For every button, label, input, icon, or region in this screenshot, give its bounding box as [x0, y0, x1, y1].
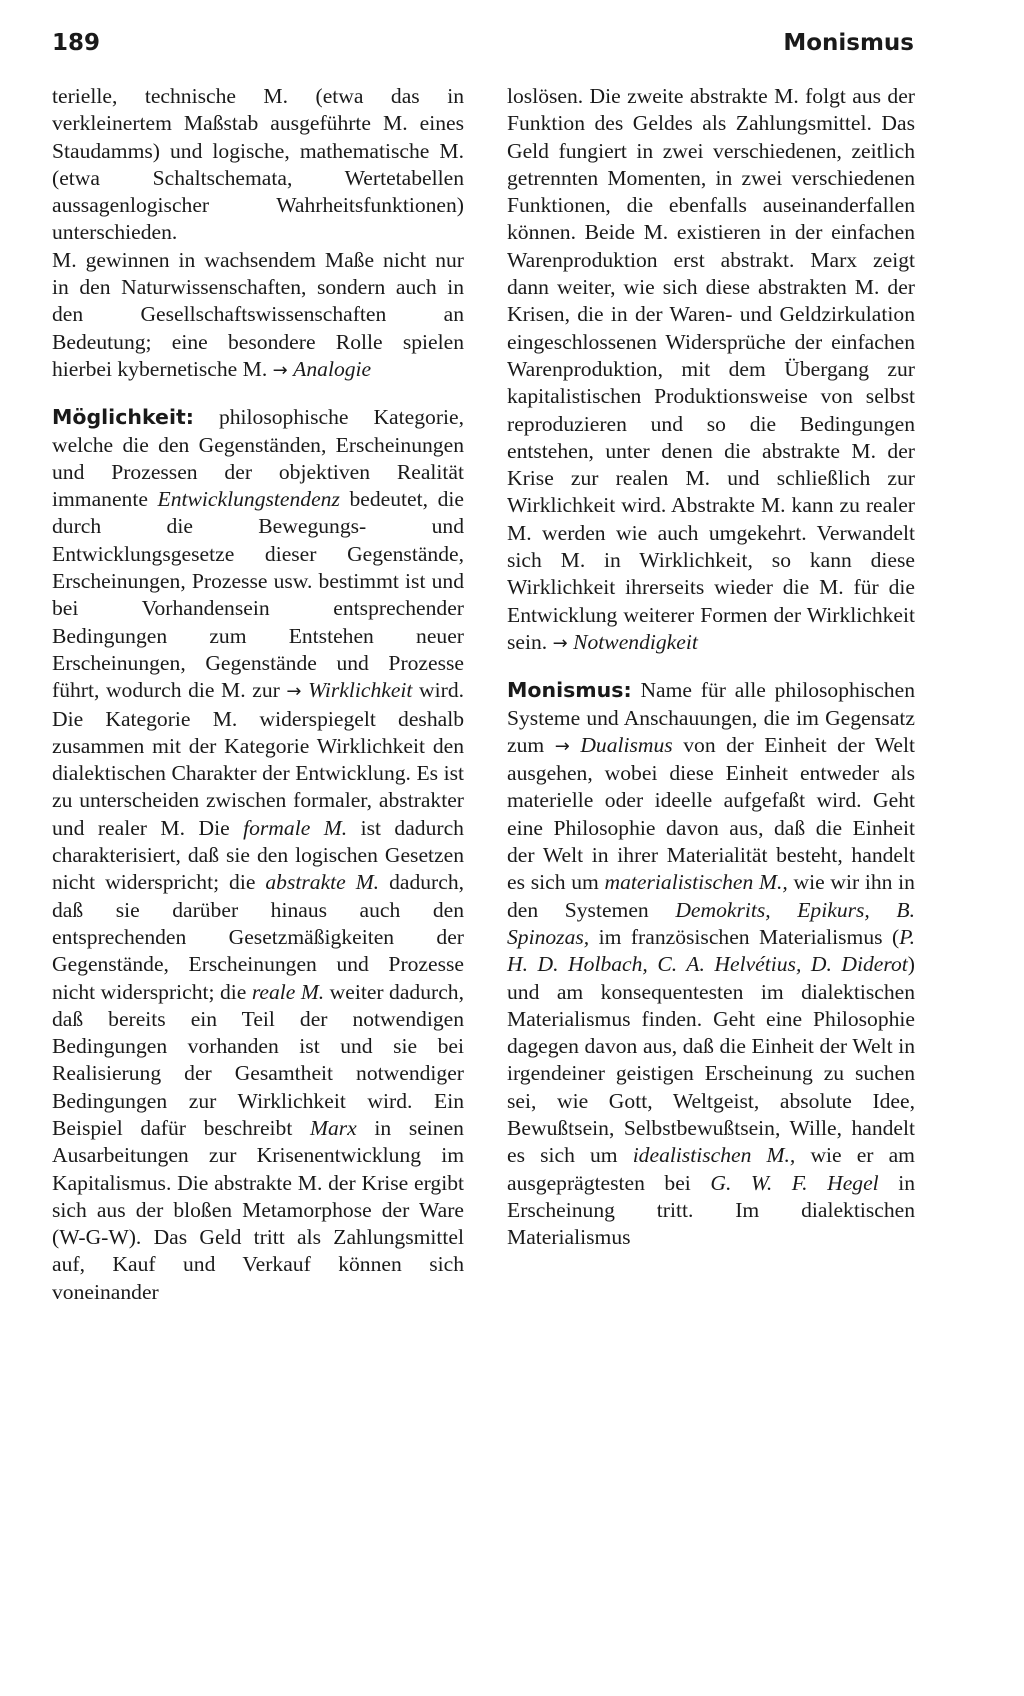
cross-reference-arrow-icon: → [286, 681, 302, 703]
italic-term: reale M. [251, 979, 325, 1004]
entry-lemma: Möglichkeit: [52, 405, 194, 430]
page-header [52, 30, 914, 64]
italic-term: materialistischen M., [604, 870, 788, 895]
cross-reference-link[interactable]: Notwendigkeit [573, 629, 698, 654]
dictionary-entry-moeglichkeit: Möglichkeit: philosophische Kategorie, welche die den Gegenständen, Erscheinungen und Prozessen der objektiven Realität immanente Entwicklungstendenz bedeutet, die durch die Bewegungs- und Entwicklungsgesetze dieser Gegenstände, Erscheinungen, Prozesse usw. bestimmt ist und bei Vorhandensein entsprechender Bedingungen zum Entstehen neuer Erscheinungen, Gegenstände und Prozesse führt, wodurch die M. zur → Wirklichkeit wird. Die Kategorie M. widerspiegelt deshalb zusammen mit der Kategorie Wirklichkeit den dialektischen Charakter der Entwicklung. Es ist zu unterscheiden zwischen formaler, abstrakter und realer M. Die formale M. ist dadurch charakterisiert, daß sie den logischen Gesetzen nicht widerspricht; die abstrakte M. dadurch, daß sie darüber hinaus auch den entsprechenden Gesetzmäßigkeiten der Gegenstände, Erscheinungen und Prozesse nicht widerspricht; die reale M. weiter dadurch, daß bereits ein Teil der notwendigen Bedingungen vorhanden ist und sie bei Realisierung der Gesamtheit notwendiger Bedingungen zur Wirklichkeit wird. Ein Beispiel dafür beschreibt Marx in seinen Ausarbeitungen zur Krisenentwicklung im Kapitalismus. Die abstrakte M. der Krise ergibt sich aus der bloßen Metamorphose der Ware (W-G-W). Das Geld tritt als Zahlungsmittel auf, Kauf und Verkauf können sich voneinander [52, 405, 465, 1304]
paragraph: M. gewinnen in wachsendem Maße nicht nur in den Naturwissenschaften, sondern auch in den Gesellschaftswissenschaften an Bedeutung; eine besondere Rolle spielen hierbei kybernetische M. → Analogie [52, 247, 464, 381]
cross-reference-link[interactable]: Wirklichkeit [308, 678, 413, 703]
paragraph: terielle, technische M. (etwa das in verkleinertem Maßstab ausgeführte M. eines Staudamms) und logische, mathematische M. (etwa Schaltschemata, Wertetabellen aussagenlogischer Wahrheitsfunktionen) unterschieden. [52, 84, 464, 245]
paragraph: loslösen. Die zweite abstrakte M. folgt aus der Funktion des Geldes als Zahlungsmittel. Das Geld fungiert in zwei verschiedenen, zeitlich getrennten Momenten, in zwei verschiedenen Funktionen, die ebenfalls auseinanderfallen können. Beide M. existieren in der einfachen Warenproduktion erst abstrakt. Marx zeigt dann weiter, wie sich diese abstrakten M. der Krisen, die in der Waren- und Geldzirkulation eingeschlossenen Widersprüche der einfachen Warenproduktion, mit dem Übergang zur kapitalistischen Produktionsweise von selbst reproduzieren und so die Bedingungen entstehen, unter denen die abstrakte M. der Krise zur realen M. und schließlich zur Wirklichkeit wird. Abstrakte M. kann zu realer M. werden wie auch umgekehrt. Verwandelt sich M. in Wirklichkeit, so kann diese Wirklichkeit ihrerseits wieder die M. für die Entwicklung weiterer Formen der Wirklichkeit sein. → Notwendigkeit [507, 84, 915, 654]
italic-term: abstrakte M. [265, 870, 380, 895]
cross-reference-link[interactable]: P. H. D. Holbach, C. A. Helvétius, D. Diderot [507, 924, 915, 977]
cross-reference-link[interactable]: Analogie [293, 356, 372, 381]
running-head: Monismus [783, 30, 914, 56]
entry-lemma: Monismus: [507, 678, 632, 703]
right-column [507, 83, 915, 1251]
cross-reference-link[interactable]: Marx [309, 1115, 357, 1140]
cross-reference-arrow-icon: → [552, 632, 568, 654]
cross-reference-link[interactable]: Demokrits, Epikurs, B. Spinozas, [507, 897, 915, 949]
cross-reference-arrow-icon: → [554, 735, 570, 757]
page-number: 189 [52, 30, 101, 56]
italic-term: formale M. [243, 815, 348, 840]
dictionary-entry-monismus: Monismus: Name für alle philosophischen Systeme und Anschauungen, die im Gegensatz zum → Dualismus von der Einheit der Welt ausgehen, wobei diese Einheit entweder als materielle oder ideelle aufgefaßt wird. Geht eine Philosophie davon aus, daß die Einheit der Welt in ihrer Materialität besteht, handelt es sich um materialistischen M., wie wir ihn in den Systemen Demokrits, Epikurs, B. Spinozas, im französischen Materialismus (P. H. D. Holbach, C. A. Helvétius, D. Diderot) und am konsequentesten im dialektischen Materialismus finden. Geht eine Philosophie dagegen davon aus, daß die Einheit der Welt in irgendeiner geistigen Erscheinung zu suchen sei, wie Gott, Weltgeist, absolute Idee, Bewußtsein, Selbstbewußtsein, Wille, handelt es sich um idealistischen M., wie er am ausgeprägtesten bei G. W. F. Hegel in Erscheinung tritt. Im dialektischen Materialismus [507, 678, 915, 1250]
left-column [52, 83, 464, 1306]
cross-reference-link[interactable]: Entwicklungstendenz [157, 487, 340, 512]
cross-reference-link[interactable]: Dualismus [580, 732, 673, 757]
italic-term: idealistischen M., [632, 1143, 796, 1168]
cross-reference-arrow-icon: → [272, 359, 288, 381]
cross-reference-link[interactable]: G. W. F. Hegel [710, 1170, 879, 1195]
